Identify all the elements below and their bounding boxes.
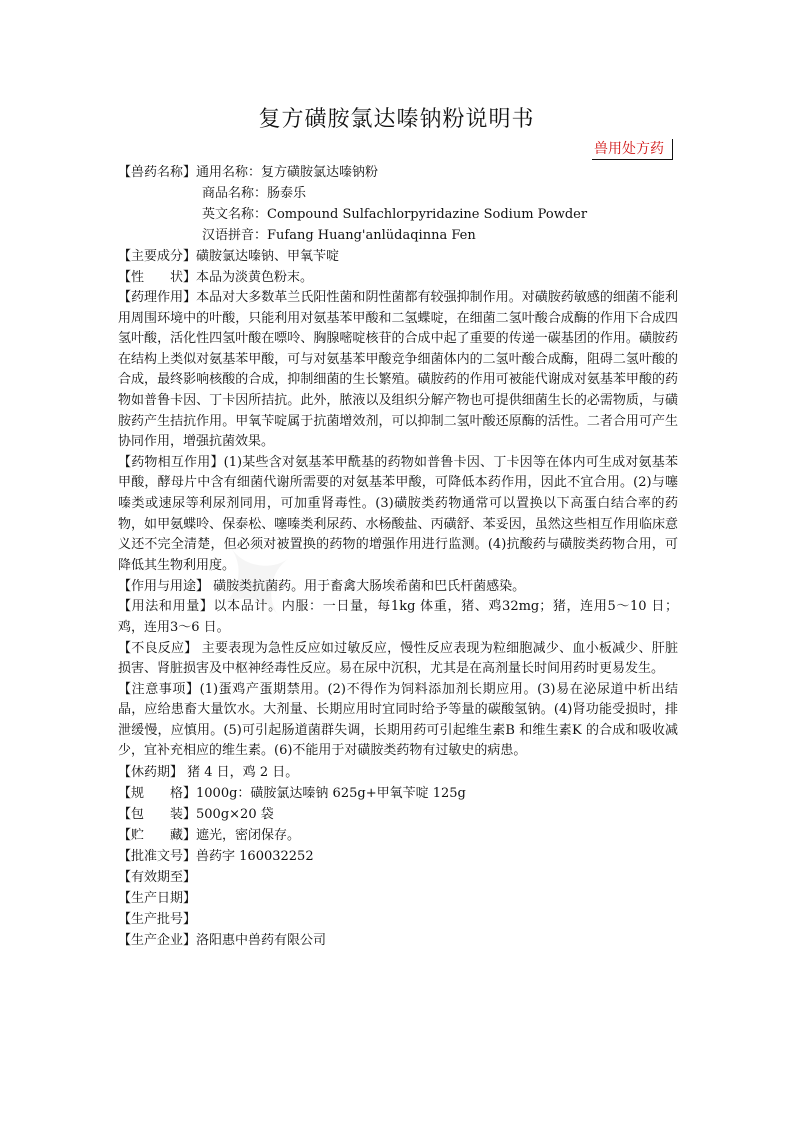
section-label: 【兽药名称】 (118, 165, 197, 180)
section-text: 本品为淡黄色粉末。 (196, 270, 314, 285)
name-generic-row (118, 162, 678, 183)
section-label: 【药物相互作用】 (118, 454, 224, 470)
section-specification (118, 783, 678, 804)
section-text: 1000g：磺胺氯达嗪钠 625g+甲氧苄啶 125g (196, 786, 466, 802)
section-label: 【生产企业】 (118, 933, 197, 949)
section-text: 主要表现为急性反应如过敏反应，慢性反应表现为粒细胞减少、血小板减少、肝脏损害、肾脏损害及中枢神经毒性反应。易在尿中沉积，尤其是在高剂量长时间用药时更易发生。 (118, 640, 678, 677)
section-label: 【用法和用量】 (118, 599, 214, 615)
section-label: 【注意事项】 (118, 681, 200, 697)
section-label: 【生产批号】 (118, 912, 197, 928)
section-label: 【药理作用】 (118, 290, 197, 305)
section-ingredients (118, 246, 678, 267)
instruction-body (118, 162, 678, 951)
section-indications (118, 576, 678, 597)
section-withdrawal (118, 762, 678, 783)
section-label: 【贮 藏】 (118, 828, 197, 844)
section-manufacturer (118, 930, 678, 951)
section-storage (118, 825, 678, 846)
section-text: 兽药字 160032252 (196, 849, 314, 865)
section-expiry (118, 867, 678, 888)
section-production-date (118, 888, 678, 909)
document-title: 复方磺胺氯达嗪钠粉说明书 (258, 107, 535, 132)
section-text: 磺胺类抗菌药。用于畜禽大肠埃希菌和巴氏杆菌感染。 (209, 579, 526, 595)
generic-name: 通用名称：复方磺胺氯达嗪钠粉 (196, 165, 379, 180)
section-text: 遮光，密闭保存。 (196, 828, 301, 844)
section-adverse-reactions (118, 639, 678, 680)
section-label: 【生产日期】 (118, 891, 197, 907)
section-text: 500g×20 袋 (196, 807, 274, 823)
section-dosage (118, 597, 678, 638)
section-text: 本品对大多数革兰氏阳性菌和阴性菌都有较强抑制作用。对磺胺药敏感的细菌不能利用周围环境中的叶酸，只能利用对氨基苯甲酸和二氢蝶啶，在细菌二氢叶酸合成酶的作用下合成四氢叶酸，活化性四氢叶酸在嘌呤、胸腺嘧啶核苷的合成中起了重要的传递一碳基团的作用。磺胺药在结构上类似对氨基苯甲酸，可与对氨基苯甲酸竞争细菌体内的二氢叶酸合成酶，阻碍二氢叶酸的合成，最终影响核酸的合成，抑制细菌的生长繁殖。磺胺药的作用可被能代谢成对氨基苯甲酸的药物如普鲁卡因、丁卡因所拮抗。此外，脓液以及组织分解产物也可提供细菌生长的必需物质，与磺胺药产生拮抗作用。甲氧苄啶属于抗菌增效剂，可以抑制二氢叶酸还原酶的活性。二者合用可产生协同作用，增强抗菌效果。 (118, 290, 678, 450)
section-batch-number (118, 909, 678, 930)
section-packaging (118, 804, 678, 825)
section-label: 【主要成分】 (118, 249, 197, 264)
section-text: 以本品计。内服：一日量，每1kg 体重，猪、鸡32mg；猪，连用5～10 日；鸡，连用3～6 日。 (118, 599, 678, 635)
section-text: 磺胺氯达嗪钠、甲氧苄啶 (196, 249, 340, 264)
section-label: 【批准文号】 (118, 849, 197, 865)
section-pharmacology (118, 288, 678, 453)
trade-name: 商品名称：肠泰乐 (202, 186, 307, 201)
section-text: (1)蛋鸡产蛋期禁用。(2)不得作为饲料添加剂长期应用。(3)易在泌尿道中析出结晶，应给患畜大量饮水。大剂量、长期应用时宜同时给予等量的碳酸氢钠。(4)肾功能受损时，排泄缓慢，应慎用。(5)可引起肠道菌群失调，长期用药可引起维生素B 和维生素K 的合成和吸收减少，宜补充相应的维生素。(6)不能用于对磺胺类药物有过敏史的病患。 (118, 681, 678, 759)
rx-badge: 兽用处方药 (592, 139, 673, 160)
section-approval-number (118, 846, 678, 867)
section-label: 【性 状】 (118, 270, 197, 285)
section-label: 【不良反应】 (118, 640, 198, 656)
section-appearance (118, 267, 678, 288)
section-interactions (118, 453, 678, 577)
pinyin-name: 汉语拼音：Fufang Huang'anlüdaqinna Fen (202, 228, 476, 243)
section-text: 洛阳惠中兽药有限公司 (196, 933, 327, 949)
section-label: 【休药期】 (118, 765, 184, 781)
english-name: 英文名称：Compound Sulfachlorpyridazine Sodium Powder (202, 207, 588, 222)
section-precautions (118, 680, 678, 762)
section-label: 【包 装】 (118, 807, 197, 823)
section-label: 【作用与用途】 (118, 579, 210, 595)
section-label: 【规 格】 (118, 786, 197, 802)
section-text: 猪 4 日，鸡 2 日。 (183, 765, 299, 781)
section-label: 【有效期至】 (118, 870, 197, 886)
section-text: (1)某些含对氨基苯甲酰基的药物如普鲁卡因、丁卡因等在体内可生成对氨基苯甲酸，酵母片中含有细菌代谢所需要的对氨基苯甲酸，可降低本药作用，因此不宜合用。(2)与噻嗪类或速尿等利尿剂同用，可加重肾毒性。(3)磺胺类药物通常可以置换以下高蛋白结合率的药物，如甲氨蝶呤、保泰松、噻嗪类利尿药、水杨酸盐、丙磺舒、苯妥因，虽然这些相互作用临床意义还不完全清楚，但必须对被置换的药物的增强作用进行监测。(4)抗酸药与磺胺类药物合用，可降低其生物利用度。 (118, 454, 678, 573)
